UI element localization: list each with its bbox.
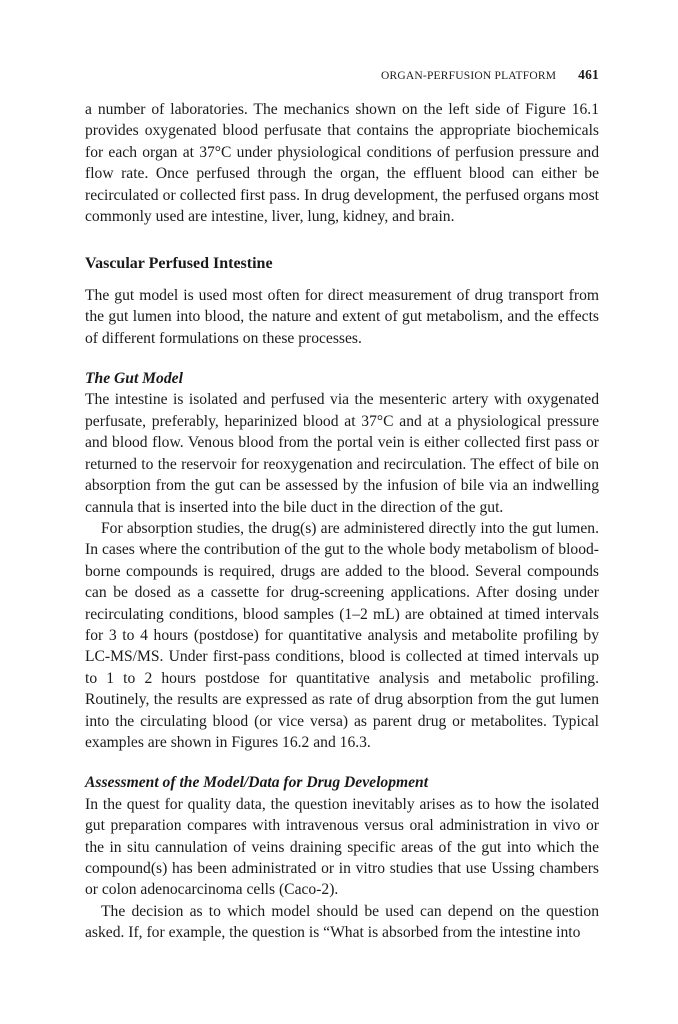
intro-paragraph: a number of laboratories. The mechanics shown on the left side of Figure 16.1 provides oxygenated blood perfusate that contains the appropriate biochemicals for each organ at 37°C under physiological conditions of perfusion pressure and flow rate. Once perfused through the organ, the effluent blood can either be recirculated or collected first pass. In drug development, the perfused organs most commonly used are intestine, liver, lung, kidney, and brain. [85,101,599,226]
assessment-heading: Assessment of the Model/Data for Drug Development [85,774,429,792]
assessment-paragraph-2: The decision as to which model should be used can depend on the question asked. If, for example, the question is “What is absorbed from the intestine into [85,902,599,942]
gut-model-paragraph-2: For absorption studies, the drug(s) are administered directly into the gut lumen. In cases where the contribution of the gut to the whole body metabolism of blood-borne compounds is required, drugs are added to the blood. Several compounds can be dosed as a cassette for drug-screening applications. After dosing under recirculating conditions, blood samples (1–2 mL) are obtained at timed intervals for 3 to 4 hours (postdose) for quantitative analysis and metabolite profiling by LC-MS/MS. Under first-pass conditions, blood is collected at timed intervals up to 1 to 2 hours postdose for quantitative analysis and metabolic profiling. Routinely, the results are expressed as rate of drug absorption from the gut lumen into the circulating blood (or vice versa) as parent drug or metabolites. Typical examples are shown in Figures 16.2 and 16.3. [85,519,599,751]
page-number: 461 [578,67,599,82]
gut-model-paragraph-1: The intestine is isolated and perfused via the mesenteric artery with oxygenated perfusate, preferably, heparinized blood at 37°C and at a physiological pressure and blood flow. Venous blood from the portal vein is either collected first pass or returned to the reservoir for reoxygenation and recirculation. The effect of bile on absorption from the gut can be assessed by the infusion of bile via an indwelling cannula that is inserted into the bile duct in the direction of the gut. [85,391,599,516]
gut-model-heading: The Gut Model [85,370,183,388]
assessment-paragraph-1: In the quest for quality data, the question inevitably arises as to how the isolated gut preparation compares with intravenous versus oral administration in vivo or the in situ cannulation of veins draining specific areas of the gut into which the compound(s) has been administrated or in vitro studies that use Ussing chambers or colon adenocarcinoma cells (Caco-2). [85,795,599,899]
book-page [85,0,599,1024]
section-body-paragraph: The gut model is used most often for direct measurement of drug transport from the gut lumen into blood, the nature and extent of gut metabolism, and the effects of different formulations on these processes. [85,286,599,347]
body-text [85,99,599,944]
section-heading: Vascular Perfused Intestine [85,255,273,273]
running-head-title: ORGAN-PERFUSION PLATFORM [381,70,557,82]
running-head [381,66,599,84]
